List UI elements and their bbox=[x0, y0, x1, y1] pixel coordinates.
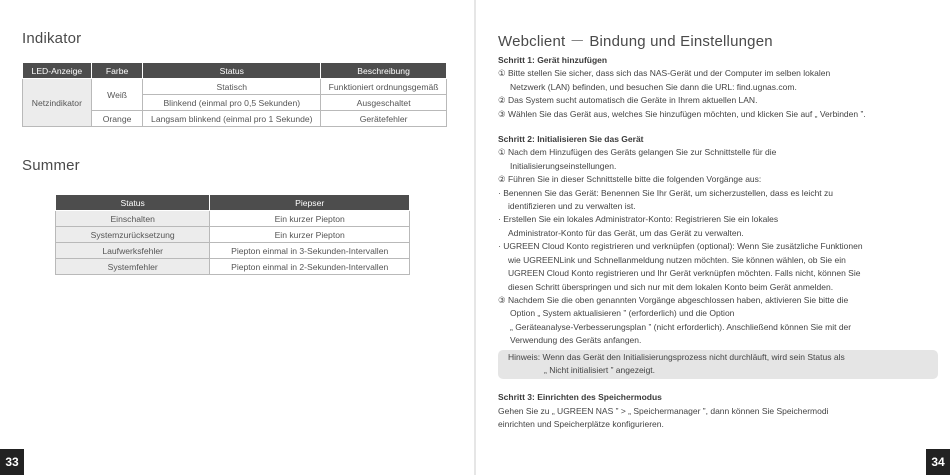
step1-line: ① Bitte stellen Sie sicher, dass sich das NAS-Gerät und der Computer im selben lokalen bbox=[498, 68, 831, 79]
status-cell: Blinkend (einmal pro 0,5 Sekunden) bbox=[143, 95, 321, 111]
step2-line: · UGREEN Cloud Konto registrieren und verknüpfen (optional): Wenn Sie zusätzliche Funktionen bbox=[498, 241, 863, 252]
indikator-heading: Indikator bbox=[22, 30, 82, 47]
step1-line: ② Das System sucht automatisch die Geräte in Ihrem aktuellen LAN. bbox=[498, 95, 758, 106]
step2-line: ② Führen Sie in dieser Schnittstelle bitte die folgenden Vorgänge aus: bbox=[498, 174, 762, 185]
step2-line: Option „ System aktualisieren ” (erforderlich) und die Option bbox=[510, 308, 735, 319]
step2-line: ① Nach dem Hinzufügen des Geräts gelangen Sie zur Schnittstelle für die bbox=[498, 147, 777, 158]
status-cell: Systemzurücksetzung bbox=[56, 227, 210, 243]
step2-title: Schritt 2: Initialisieren Sie das Gerät bbox=[498, 134, 644, 145]
status-cell: Einschalten bbox=[56, 211, 210, 227]
webclient-heading: Webclient － Bindung und Einstellungen bbox=[498, 33, 773, 50]
status-cell: Laufwerksfehler bbox=[56, 243, 210, 259]
beep-cell: Piepton einmal in 3-Sekunden-Intervallen bbox=[210, 243, 410, 259]
step2-line: · Benennen Sie das Gerät: Benennen Sie Ihr Gerät, um sicherzustellen, dass es leicht zu bbox=[498, 187, 833, 198]
header-piepser: Piepser bbox=[210, 195, 410, 211]
step2-line: Verwendung des Geräts anfangen. bbox=[510, 335, 642, 346]
table-row bbox=[56, 243, 410, 259]
note-box bbox=[498, 350, 938, 380]
page-number-left: 33 bbox=[0, 449, 24, 475]
step3-title: Schritt 3: Einrichten des Speichermodus bbox=[498, 392, 662, 403]
status-cell: Statisch bbox=[143, 79, 321, 95]
step1-line: Netzwerk (LAN) befinden, und besuchen Sie dann die URL: find.ugnas.com. bbox=[510, 81, 797, 92]
status-cell: Langsam blinkend (einmal pro 1 Sekunde) bbox=[143, 111, 321, 127]
description-cell: Funktioniert ordnungsgemäß bbox=[321, 79, 447, 95]
beep-cell: Ein kurzer Piepton bbox=[210, 211, 410, 227]
beep-cell: Ein kurzer Piepton bbox=[210, 227, 410, 243]
header-beschreibung: Beschreibung bbox=[321, 63, 447, 79]
step1-line: ③ Wählen Sie das Gerät aus, welches Sie hinzufügen möchten, und klicken Sie auf „ Verbinden ”. bbox=[498, 108, 866, 119]
step1-title: Schritt 1: Gerät hinzufügen bbox=[498, 55, 608, 65]
description-cell: Ausgeschaltet bbox=[321, 95, 447, 111]
step2-line: Administrator-Konto für das Gerät, um das Gerät zu verwalten. bbox=[508, 227, 744, 238]
step2-line: wie UGREENLink und Schnellanmeldung nutzen möchten. Sie können wählen, ob Sie ein bbox=[508, 254, 846, 265]
note-line: „ Nicht initialisiert ” angezeigt. bbox=[544, 364, 656, 375]
step2-line: „ Geräteanalyse-Verbesserungsplan ” (nicht erforderlich). Anschließend können Sie mit der bbox=[510, 321, 852, 332]
table-row bbox=[56, 259, 410, 275]
buzzer-table bbox=[55, 194, 410, 275]
step2-line: UGREEN Cloud Konto registrieren und Ihr Gerät verknüpfen möchten. Falls nicht, können Sie bbox=[508, 268, 861, 279]
summer-heading: Summer bbox=[22, 157, 80, 174]
header-status: Status bbox=[143, 63, 321, 79]
page-number-right: 34 bbox=[926, 449, 950, 475]
step3-line: Gehen Sie zu „ UGREEN NAS ” > „ Speichermanager ”, dann können Sie Speichermodi bbox=[498, 405, 829, 416]
description-cell: Gerätefehler bbox=[321, 111, 447, 127]
left-page bbox=[0, 0, 474, 475]
buzzer-table-header bbox=[56, 195, 410, 211]
table-row bbox=[56, 211, 410, 227]
netzindikator-cell: Netzindikator bbox=[23, 79, 92, 127]
step2-line: identifizieren und zu verwalten ist. bbox=[508, 201, 636, 212]
note-line: Hinweis: Wenn das Gerät den Initialisierungsprozess nicht durchläuft, wird sein Status als bbox=[508, 351, 845, 362]
indicator-table bbox=[22, 62, 447, 127]
beep-cell: Piepton einmal in 2-Sekunden-Intervallen bbox=[210, 259, 410, 275]
table-row bbox=[23, 79, 447, 95]
table-row bbox=[56, 227, 410, 243]
indicator-table-header bbox=[23, 63, 447, 79]
right-page bbox=[476, 0, 950, 475]
header-status: Status bbox=[56, 195, 210, 211]
step2-line: ③ Nachdem Sie die oben genannten Vorgänge abgeschlossen haben, aktivieren Sie bitte die bbox=[498, 294, 849, 305]
header-led: LED-Anzeige bbox=[23, 63, 92, 79]
color-orange-cell: Orange bbox=[91, 111, 143, 127]
step2-line: Initialisierungseinstellungen. bbox=[510, 160, 617, 171]
step2-line: · Erstellen Sie ein lokales Administrator-Konto: Registrieren Sie ein lokales bbox=[498, 214, 779, 225]
step3-line: einrichten und Speicherplätze konfigurieren. bbox=[498, 419, 664, 430]
color-weiss-cell: Weiß bbox=[91, 79, 143, 111]
instructions bbox=[498, 54, 938, 432]
status-cell: Systemfehler bbox=[56, 259, 210, 275]
header-farbe: Farbe bbox=[91, 63, 143, 79]
step2-line: diesen Schritt überspringen und sich nur mit dem lokalen Konto beim Gerät anmelden. bbox=[508, 281, 834, 292]
